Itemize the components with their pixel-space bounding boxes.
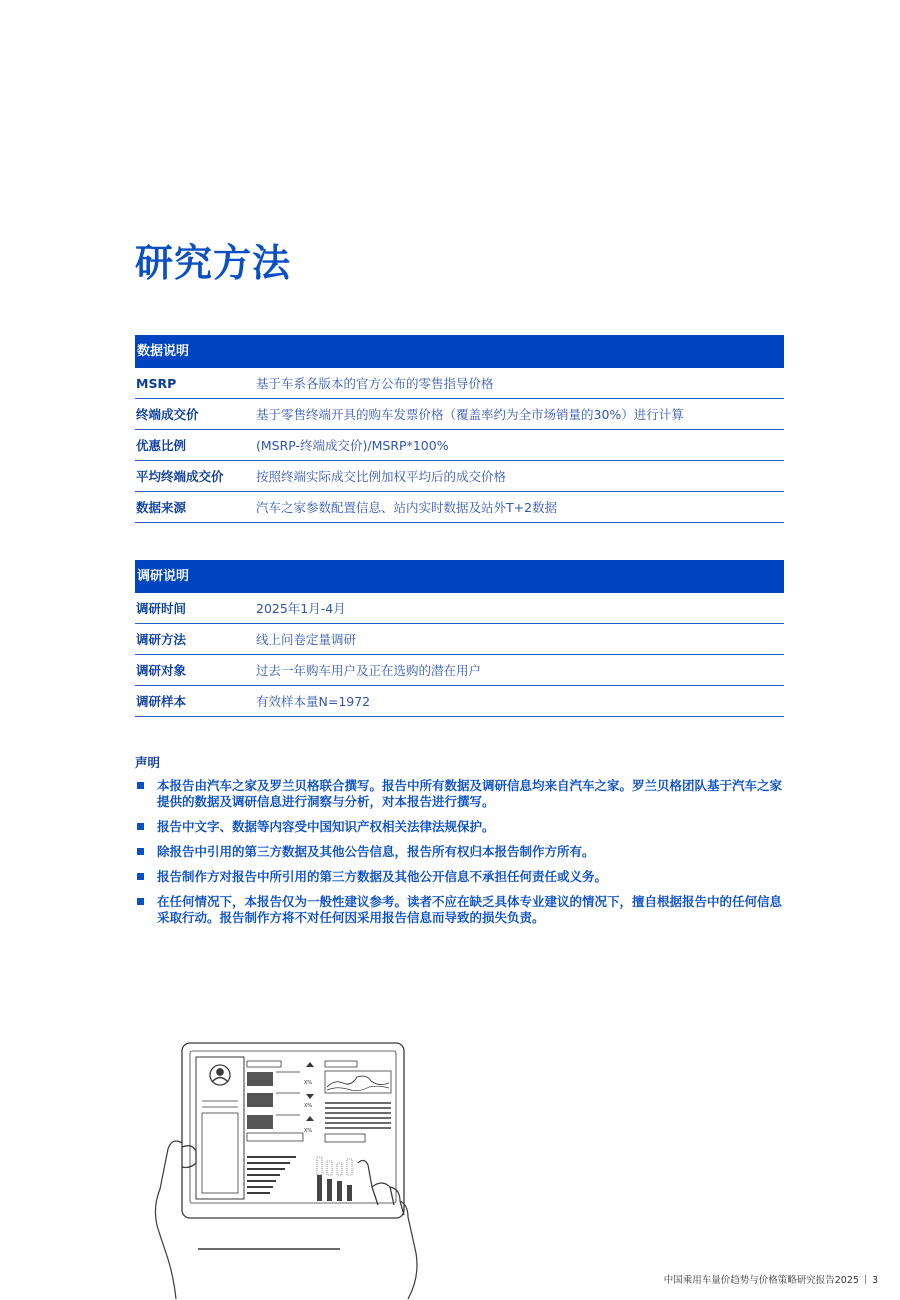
- bullet-square-icon: [137, 898, 144, 905]
- row-value: 过去一年购车用户及正在选购的潜在用户: [256, 663, 482, 678]
- row-value: 汽车之家参数配置信息、站内实时数据及站外T+2数据: [256, 500, 558, 515]
- table-row: [135, 686, 784, 717]
- row-key: 调研时间: [136, 601, 187, 616]
- arrow-up-icon: [306, 1116, 314, 1121]
- left-hand-icon: [155, 1141, 182, 1299]
- metric-block: [247, 1072, 273, 1086]
- list-item: 报告制作方对报告中所引用的第三方数据及其他公开信息不承担任何责任或义务。: [135, 869, 784, 885]
- table-row: [135, 399, 784, 430]
- table-row: [135, 593, 784, 624]
- data-description-table: [135, 335, 784, 523]
- list-item: 本报告由汽车之家及罗兰贝格联合撰写。报告中所有数据及调研信息均来自汽车之家。罗兰贝格团队基于汽车之家提供的数据及调研信息进行洞察与分析，对本报告进行撰写。: [135, 778, 784, 810]
- row-value: 按照终端实际成交比例加权平均后的成交价格: [256, 469, 507, 484]
- bullet-square-icon: [137, 823, 144, 830]
- metric-block: [247, 1093, 273, 1107]
- row-key: 调研对象: [136, 663, 187, 678]
- row-key: 平均终端成交价: [136, 469, 224, 484]
- arrow-up-icon: [306, 1062, 314, 1067]
- svg-text:X%: X%: [304, 1080, 313, 1086]
- arrow-down-icon: [306, 1094, 314, 1099]
- table-row: [135, 461, 784, 492]
- svg-text:X%: X%: [304, 1128, 313, 1134]
- row-value: 2025年1月-4月: [256, 601, 346, 616]
- profile-panel: [196, 1057, 244, 1199]
- row-key: 调研方法: [136, 632, 187, 647]
- tablet-frame: [182, 1043, 404, 1218]
- row-value: 基于车系各版本的官方公布的零售指导价格: [256, 376, 494, 391]
- row-value: 线上问卷定量调研: [256, 632, 357, 647]
- row-key: 终端成交价: [136, 407, 199, 422]
- table-row: [135, 624, 784, 655]
- page-title: 研究方法: [135, 241, 292, 285]
- list-item: 在任何情况下，本报告仅为一般性建议参考。读者不应在缺乏具体专业建议的情况下，擅自根据报告中的任何信息采取行动。报告制作方将不对任何因采用报告信息而导致的损失负责。: [135, 894, 784, 926]
- page-footer: [664, 1272, 878, 1286]
- list-item: 除报告中引用的第三方数据及其他公告信息，报告所有权归本报告制作方所有。: [135, 844, 784, 860]
- svg-text:X%: X%: [304, 1103, 313, 1109]
- tablet-illustration: [140, 1035, 440, 1300]
- survey-description-table: [135, 560, 784, 717]
- bar-chart-icon: [317, 1157, 352, 1201]
- row-key: 优惠比例: [136, 438, 187, 453]
- table-row: [135, 368, 784, 399]
- table-row: [135, 430, 784, 461]
- right-hand-icon: [358, 1160, 417, 1299]
- bullet-square-icon: [137, 782, 144, 789]
- row-value: (MSRP-终端成交价)/MSRP*100%: [256, 438, 449, 453]
- list-item: 报告中文字、数据等内容受中国知识产权相关法律法规保护。: [135, 819, 784, 835]
- statement-title: 声明: [135, 755, 161, 770]
- table-row: [135, 492, 784, 523]
- table-header: 数据说明: [135, 335, 784, 368]
- bullet-square-icon: [137, 848, 144, 855]
- bullet-square-icon: [137, 873, 144, 880]
- table-row: [135, 655, 784, 686]
- footer-separator: [865, 1275, 866, 1284]
- row-key: MSRP: [136, 375, 177, 391]
- row-key: 调研样本: [136, 694, 187, 709]
- statement-list: [135, 778, 784, 935]
- metric-block: [247, 1115, 273, 1129]
- page-number: 3: [871, 1275, 878, 1286]
- footer-report-title: 中国乘用车量价趋势与价格策略研究报告2025: [663, 1275, 859, 1286]
- row-value: 有效样本量N=1972: [256, 694, 371, 709]
- row-key: 数据来源: [136, 500, 187, 515]
- table-header: 调研说明: [135, 560, 784, 593]
- row-value: 基于零售终端开具的购车发票价格（覆盖率约为全市场销量的30%）进行计算: [256, 407, 684, 422]
